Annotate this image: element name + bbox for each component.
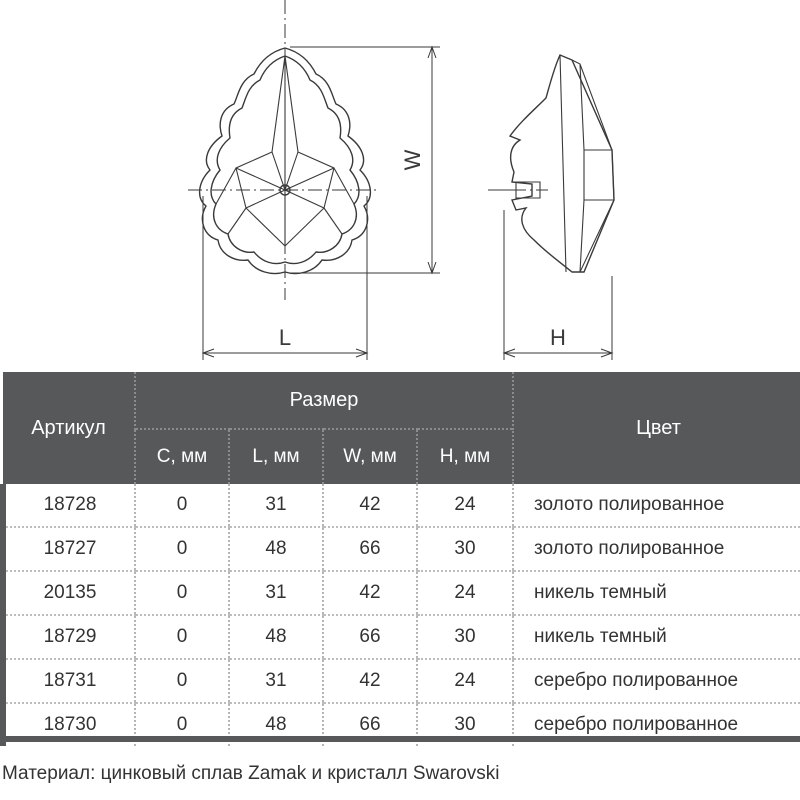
cell-h: 30 [417, 527, 513, 571]
cell-l: 48 [229, 615, 323, 659]
cell-article: 18729 [3, 615, 135, 659]
table-row [3, 659, 800, 703]
cell-l: 48 [229, 703, 323, 746]
cell-article: 18731 [3, 659, 135, 703]
cell-article: 18728 [3, 484, 135, 527]
cell-color: золото полированное [513, 527, 800, 571]
spec-table [0, 372, 800, 746]
cell-article: 20135 [3, 571, 135, 615]
cell-c: 0 [135, 484, 229, 527]
cell-c: 0 [135, 527, 229, 571]
cell-l: 31 [229, 659, 323, 703]
cell-l: 31 [229, 571, 323, 615]
cell-color: никель темный [513, 615, 800, 659]
cell-l: 48 [229, 527, 323, 571]
cell-w: 42 [323, 571, 417, 615]
dim-label-h: H [550, 325, 566, 350]
cell-color: золото полированное [513, 484, 800, 527]
table-bottom-border [0, 736, 800, 742]
cell-w: 66 [323, 527, 417, 571]
cell-color: никель темный [513, 571, 800, 615]
header-c: C, мм [135, 429, 229, 484]
cell-w: 66 [323, 703, 417, 746]
table-row [3, 615, 800, 659]
header-l: L, мм [229, 429, 323, 484]
table-row [3, 571, 800, 615]
technical-drawing [0, 0, 800, 372]
cell-h: 30 [417, 615, 513, 659]
cell-l: 31 [229, 484, 323, 527]
cell-article: 18730 [3, 703, 135, 746]
cell-color: серебро полированное [513, 703, 800, 746]
cell-h: 24 [417, 659, 513, 703]
header-color: Цвет [513, 372, 800, 484]
cell-c: 0 [135, 615, 229, 659]
header-size-group: Размер [135, 372, 513, 429]
material-note: Материал: цинковый сплав Zamak и кристалл Swarovski [2, 763, 500, 784]
cell-c: 0 [135, 703, 229, 746]
cell-w: 42 [323, 659, 417, 703]
side-view-outline [510, 55, 614, 272]
cell-h: 24 [417, 484, 513, 527]
table-row [3, 527, 800, 571]
cell-color: серебро полированное [513, 659, 800, 703]
table-row [3, 484, 800, 527]
dim-label-w: W [400, 149, 425, 171]
header-w: W, мм [323, 429, 417, 484]
cell-article: 18727 [3, 527, 135, 571]
dim-label-l: L [278, 325, 292, 350]
cell-w: 42 [323, 484, 417, 527]
cell-h: 30 [417, 703, 513, 746]
cell-w: 66 [323, 615, 417, 659]
cell-c: 0 [135, 659, 229, 703]
header-article: Артикул [3, 372, 135, 484]
header-h: H, мм [417, 429, 513, 484]
side-view-crystal [560, 55, 614, 272]
cell-h: 24 [417, 571, 513, 615]
cell-c: 0 [135, 571, 229, 615]
